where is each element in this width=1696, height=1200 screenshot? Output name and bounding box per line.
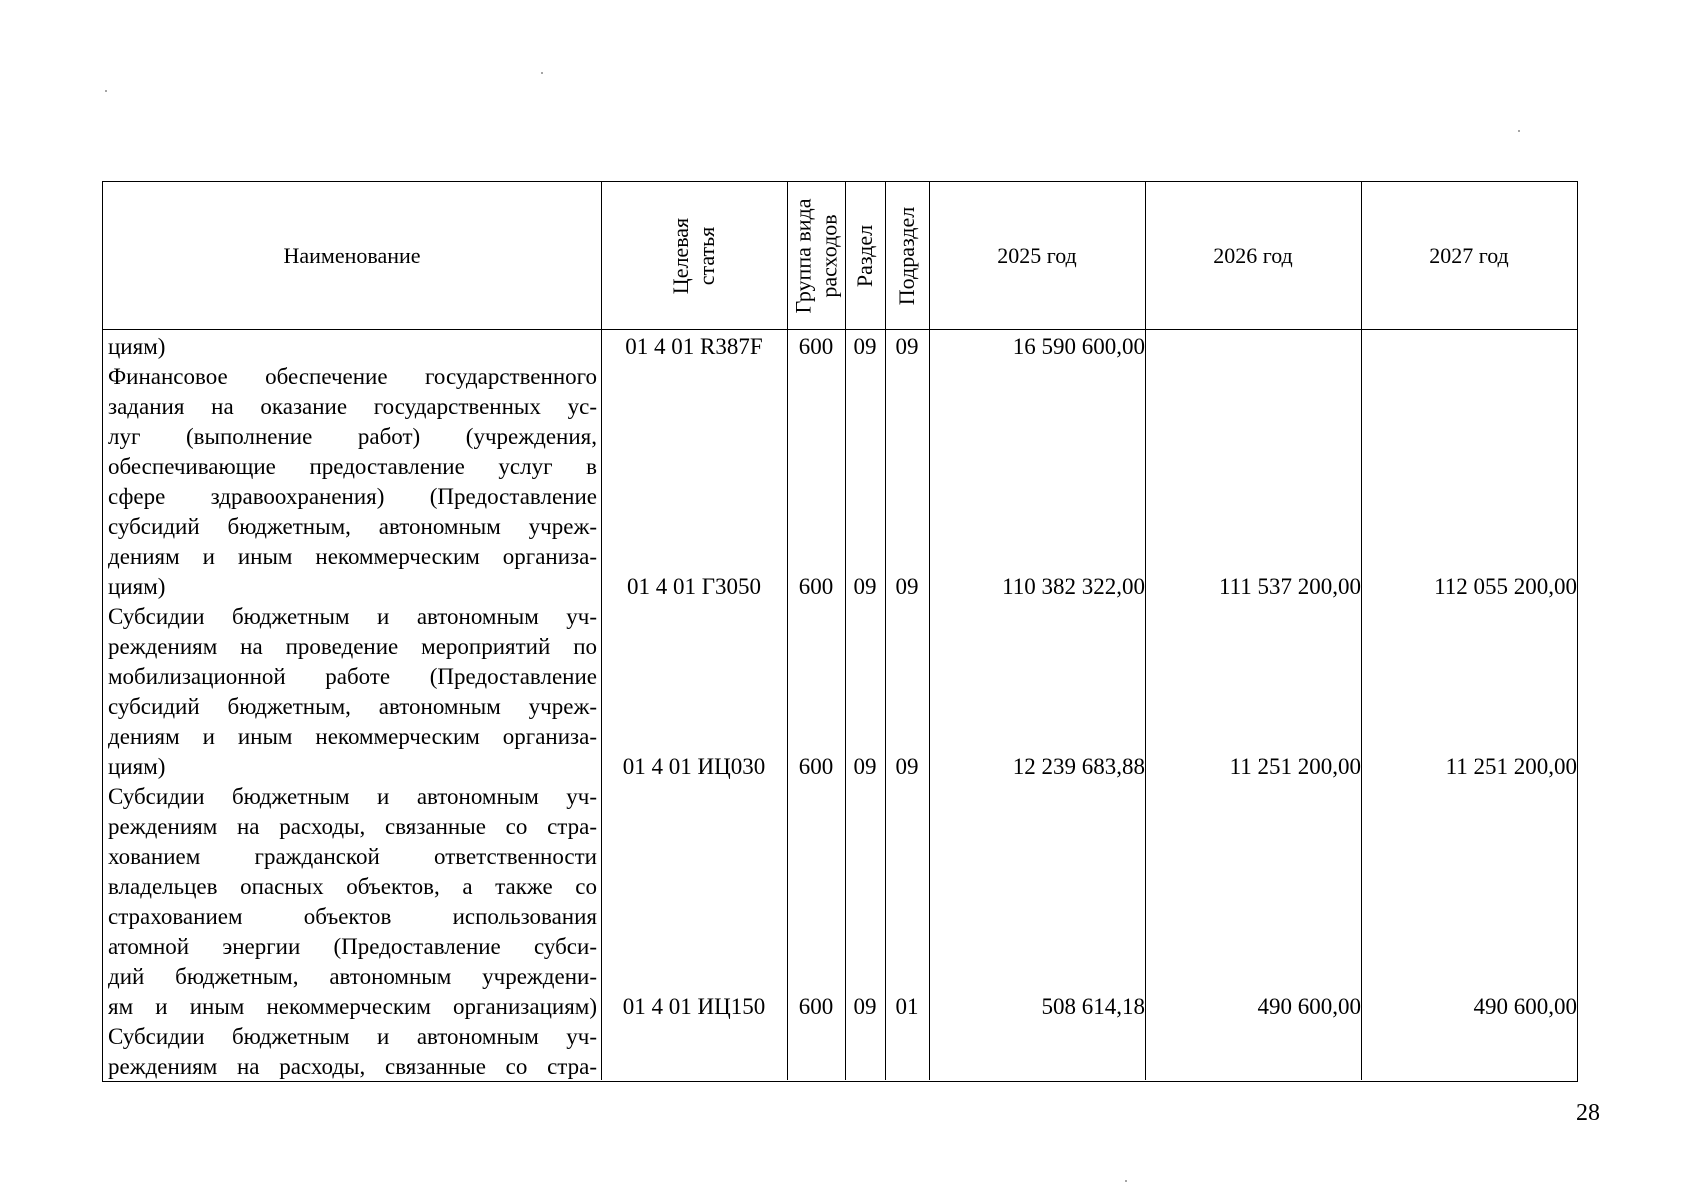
name-line: субсидий бюджетным, автономным учреж- bbox=[108, 514, 597, 539]
header-expense-group-line2: расходов bbox=[816, 213, 842, 298]
name-line: субсидий бюджетным, автономным учреж- bbox=[108, 694, 597, 719]
name-line: Финансовое обеспечение государственного bbox=[108, 364, 597, 389]
header-expense-group-line1: Группа вида bbox=[790, 198, 816, 313]
scan-speck bbox=[1125, 1180, 1127, 1182]
header-target-article bbox=[601, 182, 787, 329]
header-year-2025: 2025 год bbox=[997, 242, 1077, 268]
name-line: страхованием объектов использования bbox=[108, 904, 597, 929]
row-3-2027: 11 251 200,00 bbox=[1445, 754, 1577, 779]
name-line: задания на оказание государственных ус- bbox=[108, 394, 597, 419]
name-line: сфере здравоохранения) (Предоставление bbox=[108, 484, 597, 509]
row-1-2025: 16 590 600,00 bbox=[1012, 334, 1145, 359]
name-line: луг (выполнение работ) (учреждения, bbox=[108, 424, 597, 449]
name-line: реждениям на расходы, связанные со стра- bbox=[108, 814, 597, 839]
row-4-group: 600 bbox=[798, 994, 834, 1019]
row-4-subsection: 01 bbox=[895, 994, 919, 1019]
name-line: Субсидии бюджетным и автономным уч- bbox=[108, 1024, 597, 1049]
header-expense-group bbox=[787, 182, 845, 329]
header-section-label: Раздел bbox=[852, 224, 878, 287]
row-3-2026: 11 251 200,00 bbox=[1229, 754, 1361, 779]
page-number: 28 bbox=[1576, 1100, 1600, 1126]
row-2-section: 09 bbox=[853, 574, 877, 599]
row-2-2026: 111 537 200,00 bbox=[1218, 574, 1361, 599]
name-line: атомной энергии (Предоставление субси- bbox=[108, 934, 597, 959]
row-3-subsection: 09 bbox=[895, 754, 919, 779]
header-year-2027: 2027 год bbox=[1429, 242, 1509, 268]
name-line: ям и иным некоммерческим организациям) bbox=[108, 994, 597, 1019]
row-4-2027: 490 600,00 bbox=[1473, 994, 1577, 1019]
row-1-group: 600 bbox=[798, 334, 834, 359]
row-3-2025: 12 239 683,88 bbox=[1012, 754, 1145, 779]
name-line: Субсидии бюджетным и автономным уч- bbox=[108, 784, 597, 809]
name-line: циям) bbox=[108, 574, 166, 599]
row-3-code: 01 4 01 ИЦ030 bbox=[622, 754, 766, 779]
row-1-subsection: 09 bbox=[895, 334, 919, 359]
row-4-2025: 508 614,18 bbox=[1041, 994, 1145, 1019]
row-2-2027: 112 055 200,00 bbox=[1434, 574, 1577, 599]
row-4-2026: 490 600,00 bbox=[1257, 994, 1361, 1019]
row-4-section: 09 bbox=[853, 994, 877, 1019]
header-target-article-line1: Целевая bbox=[667, 217, 693, 294]
row-1-section: 09 bbox=[853, 334, 877, 359]
budget-table bbox=[102, 181, 1578, 1082]
header-target-article-line2: статья bbox=[693, 226, 719, 285]
name-line: циям) bbox=[108, 754, 166, 779]
row-4-code: 01 4 01 ИЦ150 bbox=[622, 994, 766, 1019]
header-year-2026: 2026 год bbox=[1213, 242, 1293, 268]
row-2-2025: 110 382 322,00 bbox=[1002, 574, 1145, 599]
row-2-code: 01 4 01 Г3050 bbox=[626, 574, 762, 599]
header-subsection-label: Подраздел bbox=[894, 206, 920, 305]
row-2-subsection: 09 bbox=[895, 574, 919, 599]
name-line: мобилизационной работе (Предоставление bbox=[108, 664, 597, 689]
row-3-section: 09 bbox=[853, 754, 877, 779]
name-line: дениям и иным некоммерческим организа- bbox=[108, 724, 597, 749]
row-1-code: 01 4 01 R387F bbox=[625, 334, 763, 359]
header-subsection bbox=[885, 182, 929, 329]
name-line: дениям и иным некоммерческим организа- bbox=[108, 544, 597, 569]
name-line: реждениям на проведение мероприятий по bbox=[108, 634, 597, 659]
scan-speck bbox=[1518, 130, 1520, 132]
name-line: циям) bbox=[108, 334, 166, 359]
header-divider bbox=[103, 329, 1577, 330]
row-3-group: 600 bbox=[798, 754, 834, 779]
row-2-group: 600 bbox=[798, 574, 834, 599]
scan-speck bbox=[541, 72, 543, 74]
name-line: реждениям на расходы, связанные со стра- bbox=[108, 1054, 597, 1079]
name-line: дий бюджетным, автономным учреждени- bbox=[108, 964, 597, 989]
header-name: Наименование bbox=[283, 242, 421, 268]
scan-speck bbox=[105, 90, 107, 92]
name-line: Субсидии бюджетным и автономным уч- bbox=[108, 604, 597, 629]
name-line: обеспечивающие предоставление услуг в bbox=[108, 454, 597, 479]
name-column-text bbox=[108, 332, 597, 1082]
name-line: хованием гражданской ответственности bbox=[108, 844, 597, 869]
header-section bbox=[845, 182, 885, 329]
name-line: владельцев опасных объектов, а также со bbox=[108, 874, 597, 899]
